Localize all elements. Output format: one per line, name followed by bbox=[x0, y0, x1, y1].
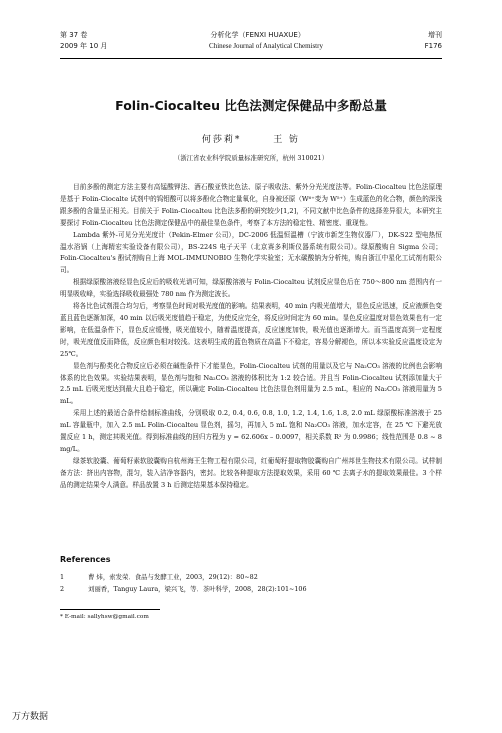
email-footnote: * E-mail: sallyhsw@gmail.com bbox=[60, 614, 149, 620]
reference-number: 2 bbox=[60, 585, 65, 593]
journal-en: Chinese Journal of Analytical Chemistry bbox=[209, 42, 323, 50]
reference-item bbox=[60, 583, 442, 595]
paragraph: Lambda 紫外-可见分光光度计（Pekin-Elmer 公司），DC-2006 低温恒温槽（宁波市新芝生物仪器厂），DK-S22 型电热恒温水浴锅（上海精宏实验设备有限公司），BS-224S 电子天平（北京赛多利斯仪器系统有限公司）。绿原酸购自 Sigma 公司；Folin-Ciocalteu's 酚试剂购自上海 MOL-IMMUNOBIO 生物化学实验室；无水碳酸钠为分析纯，购自浙江中星化工试剂有限公司。 bbox=[60, 230, 442, 275]
paragraph: 绿茶软胶囊、葡萄籽素软胶囊购自杭州海王生物工程有限公司，红葡萄籽提取物胶囊购自广州邦世生物技术有限公司。试样制备方法：挤出内容物，混匀，装入洁净容器内，密封。比较各种提取方法提取效果，采用 60 ℃ 去离子水的提取效果最佳。3 个样品的测定结果令人满意。样品放置 3 h 后测定结果基本保持稳定。 bbox=[60, 456, 442, 489]
paragraph: 显色剂与酚类化合物反应后必须在碱性条件下才能显色，Folin-Ciocalteu 试剂的用量以及它与 Na₂CO₃ 溶液的比例也会影响体系的比色效果。实验结果表明，显色剂与饱和 Na₂CO₃ 溶液的体积比为 1:2 较合适。并且当 Folin-Ciocalteu 试剂添加量大于 2.5 mL 后吸光度达到最大且趋于稳定，所以确定 Folin-Ciocalteu 比色法显色剂用量为 2.5 mL，相应的 Na₂CO₃ 溶液用量为 5 mL。 bbox=[60, 361, 442, 406]
header-rule bbox=[60, 58, 442, 59]
author-line bbox=[0, 132, 502, 145]
reference-text: 曹 炜，索发荣．食品与发酵工业，2003，29(12)：80~82 bbox=[88, 573, 258, 581]
footnote-rule bbox=[60, 609, 160, 610]
journal-cn: 分析化学（FENXI HUAXUE） bbox=[210, 31, 305, 39]
article-title: Folin-Ciocalteu 比色法测定保健品中多酚总量 bbox=[115, 98, 387, 113]
paragraph: 目前多酚的测定方法主要有高锰酸钾法、酒石酸亚铁比色法、原子吸收法、紫外分光光度法等。Folin-Ciocalteu 比色法原理是基于 Folin-Ciocalte 试剂中的钨钼酸可以将多酚化合物定量氧化，自身被还原（W⁶⁺变为 W⁵⁺）生成蓝色的化合物，颜色的深浅跟多酚的含量呈正相关。目前关于 Folin-Ciocalteu 比色法多酚的研究较少[1,2]，不同文献中比色条件的选择差异很大，本研究主要探讨 Folin-Ciocalteu 比色法测定保健品中的最佳显色条件，考察了本方法的稳定性、精密度、重现性。 bbox=[60, 183, 442, 227]
reference-number: 1 bbox=[60, 573, 65, 581]
issue-date: 2009 年 10 月 bbox=[60, 42, 108, 50]
article-body bbox=[60, 182, 442, 492]
references-heading: References bbox=[60, 555, 111, 564]
footer-watermark: 万方数据 bbox=[12, 712, 49, 722]
author-2: 王 钫 bbox=[273, 135, 301, 145]
reference-text: 刘丽香，Tanguy Laura，梁兴飞，等．茶叶科学，2008，28(2):101~106 bbox=[88, 585, 307, 593]
author-1: 何莎莉* bbox=[201, 135, 242, 145]
paragraph: 采用上述的最适合条件绘制标准曲线，分别吸取 0.2, 0.4, 0.6, 0.8, 1.0, 1.2, 1.4, 1.6, 1.8, 2.0 mL 绿原酸标准溶液于 25 mL 容量瓶中，加入 2.5 mL Folin-Ciocalteu 显色剂，摇匀，再加入 5 mL 饱和 Na₂CO₃ 溶液，加水定容，在 25 ℃ 下避光放置反应 1 h，测定其吸光值。得到标准曲线的回归方程为 y = 62.606x – 0.0097，相关系数 R² 为 0.9986；线性范围是 0.8 ~ 8 mg/L。 bbox=[60, 409, 442, 453]
paragraph: 根据绿原酸溶液经显色反应后的吸收光谱可知，绿原酸溶液与 Folin-Ciocalteu 试剂反应显色后在 750～800 nm 范围内有一明显吸收峰，实验选择吸收最强处 780 nm 作为测定波长。 bbox=[60, 278, 442, 299]
page-number: F176 bbox=[424, 42, 442, 50]
paragraph: 将各比色试剂混合均匀后，考察显色时间对吸光度值的影响。结果表明，40 min 内吸光值增大，显色反应迅速，反应液颜色变蓝且蓝色逐渐加深，40 min 以后吸光度值趋于稳定，为使反应完全，将反应时间定为 60 min。显色反应温度对显色效果也有一定影响，在低温条件下，显色反应缓慢，吸光值较小，随着温度提高，反应速度加快，吸光值也逐渐增大。而当温度高到一定程度时，吸光度值反而降低，反应颜色相对较浅。这表明生成的蓝色物质在高温下不稳定，容易分解褪色，所以本实验反应温度设定为 25℃。 bbox=[60, 302, 442, 358]
volume: 第 37 卷 bbox=[60, 31, 88, 39]
supplement: 增刊 bbox=[428, 31, 442, 39]
reference-item bbox=[60, 571, 442, 583]
affiliation: （浙江省农业科学院质量标准研究所，杭州 310021） bbox=[173, 154, 329, 162]
reference-list bbox=[60, 571, 442, 595]
